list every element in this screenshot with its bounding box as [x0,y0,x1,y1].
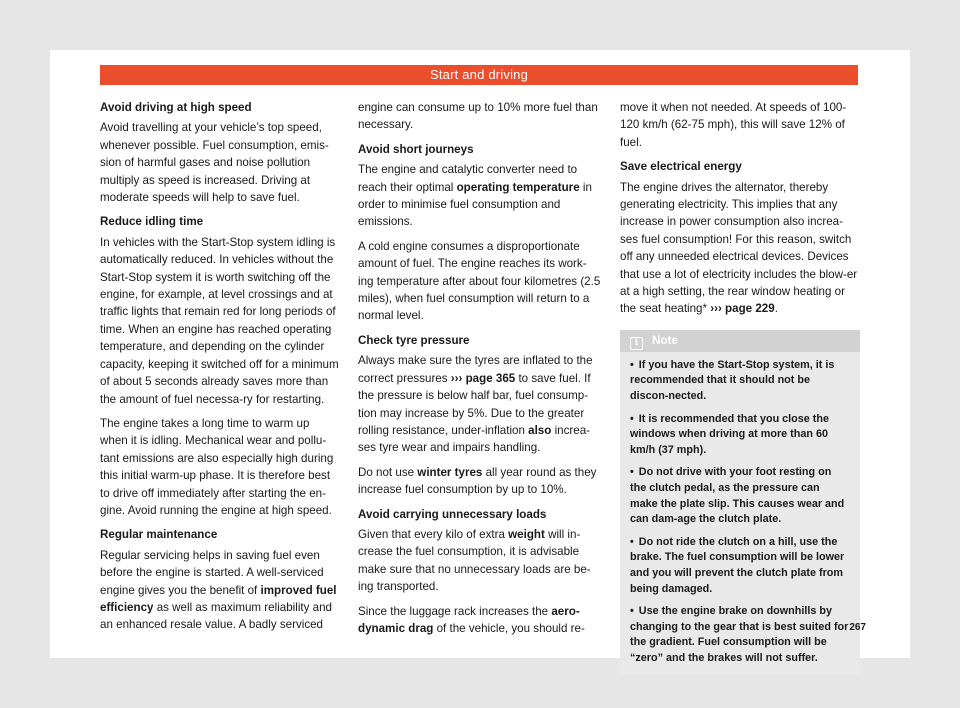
text-run: as well as maximum reliability and an enhanced resale value. A badly serviced [100,600,332,632]
page-reference-link[interactable]: ››› page 365 [450,371,516,385]
note-title: Note [652,333,678,347]
bold-term: operating temperature [456,180,580,194]
bold-term: aero-dynamic drag [358,604,580,635]
bullet: • [630,535,634,548]
paragraph: engine can consume up to 10% more fuel than necessary. [358,101,598,132]
bullet: • [630,412,634,425]
page-reference-link[interactable]: ››› page 229 [710,302,775,316]
manual-page [50,50,910,664]
note-item [630,465,850,527]
bullet: • [630,358,634,371]
heading-electrical-energy: Save electrical energy [620,160,742,174]
note-body [620,352,860,667]
paragraph [358,603,602,638]
paragraph: The engine takes a long time to warm up when it is idling. Mechanical wear and pollu-tant emissions are also especially high during this initial warm-up phase. It is therefore best to drive off immediately after starting the en-gine. Avoid running the engine at high speed. [100,416,334,517]
paragraph: A cold engine consumes a disproportionate amount of fuel. The engine reaches its work-ing temperature after about four kilometres (2.5 miles), when fuel consumption will return to a normal level. [358,239,601,323]
column-right [620,99,860,675]
note-box [620,330,860,675]
heading-unnecessary-loads: Avoid carrying unnecessary loads [358,507,547,521]
info-icon: i [630,337,643,350]
text-run: Always make sure the tyres are inflated to the correct pressures [358,354,593,385]
paragraph [100,547,340,634]
text-run: Regular servicing helps in saving fuel even before the engine is started. A well-serviced engine gives you the benefit of [100,548,324,597]
text-run: in order to minimise fuel consumption and emissions. [358,180,592,229]
note-header [620,330,860,352]
page-number: 267 [849,622,866,633]
section-header: Start and driving [100,65,858,85]
text-run: The engine and catalytic converter need to reach their optimal [358,163,578,194]
paragraph [358,161,602,231]
paragraph [358,526,602,596]
heading-idling: Reduce idling time [100,215,204,229]
column-middle [358,99,602,644]
text-run: Since the luggage rack increases the [358,604,552,618]
note-item-text: It is recommended that you close the windows when driving at more than 60 km/h (37 mph). [630,412,829,456]
bullet: • [630,605,634,618]
text-run: Do not use [358,465,418,479]
column-left [100,99,340,641]
heading-tyre-pressure: Check tyre pressure [358,333,470,347]
text-run: of the vehicle, you should re- [433,621,585,635]
paragraph [358,464,602,499]
bold-term: winter tyres [417,465,483,479]
text-run: will in-crease the fuel consumption, it is advisable make sure that no unnecessary loads are be-ing transported. [358,527,591,594]
note-item [630,604,850,666]
bold-term: also [528,423,552,437]
note-item [630,535,850,597]
note-item-text: If you have the Start-Stop system, it is recommended that it should not be discon-nected. [630,358,835,403]
text-run: to save fuel. If the pressure is below half bar, fuel consump-tion may increase by 5%. Due to the greater rolling resistance, under-inflation [358,371,591,437]
heading-short-journeys: Avoid short journeys [358,142,474,156]
note-item-text: Use the engine brake on downhills by changing to the gear that is best suited for the gradient. Fuel consumption will be “zero” and the brakes will not suffer. [630,605,849,664]
paragraph: In vehicles with the Start-Stop system idling is automatically reduced. In vehicles without the Start-Stop system it is worth switching off the engine, for example, at level crossings and at traffic lights that remain red for long periods of time. When an engine has reached operating temperature, and depending on the cylinder capacity, keeping it switched off for a minimum of about 5 seconds already saves more than the amount of fuel necessa-ry for restarting. [100,235,339,406]
heading-maintenance: Regular maintenance [100,528,218,542]
text-run: increa-ses tyre wear and impairs handling. [358,423,591,455]
bold-term: weight [508,527,545,541]
paragraph [620,179,860,318]
note-item-text: Do not ride the clutch on a hill, use the brake. The fuel consumption will be lower and you will prevent the clutch plate from being damaged. [630,535,845,595]
paragraph: move it when not needed. At speeds of 100-120 km/h (62-75 mph), this will save 12% of fuel. [620,101,847,149]
text-run: Given that every kilo of extra [358,527,509,541]
bullet: • [630,466,634,479]
note-item-text: Do not drive with your foot resting on the clutch pedal, as the pressure can make the plate slip. This causes wear and can dam-age the clutch plate. [630,466,845,526]
paragraph [358,352,602,456]
text-run: The engine drives the alternator, thereby generating electricity. This implies that any increase in power consumption also increa-ses fuel consumption! For this reason, switch off any unneeded electrical devices. Devices that use a lot of electricity includes the blow-er at a high setting, the rear window heating or the seat heating* [620,180,858,316]
note-item [630,412,850,459]
bold-term: improved fuel efficiency [100,583,337,614]
text-run: . [774,302,778,316]
note-item [630,358,850,405]
heading-high-speed: Avoid driving at high speed [100,101,252,114]
text-run: all year round as they increase fuel consumption by up to 10%. [358,465,597,497]
paragraph: Avoid travelling at your vehicle’s top speed, whenever possible. Fuel consumption, emis-sion of harmful gases and noise pollution multiply as speed is increased. Driving at moderate speeds will help to save fuel. [100,121,329,205]
